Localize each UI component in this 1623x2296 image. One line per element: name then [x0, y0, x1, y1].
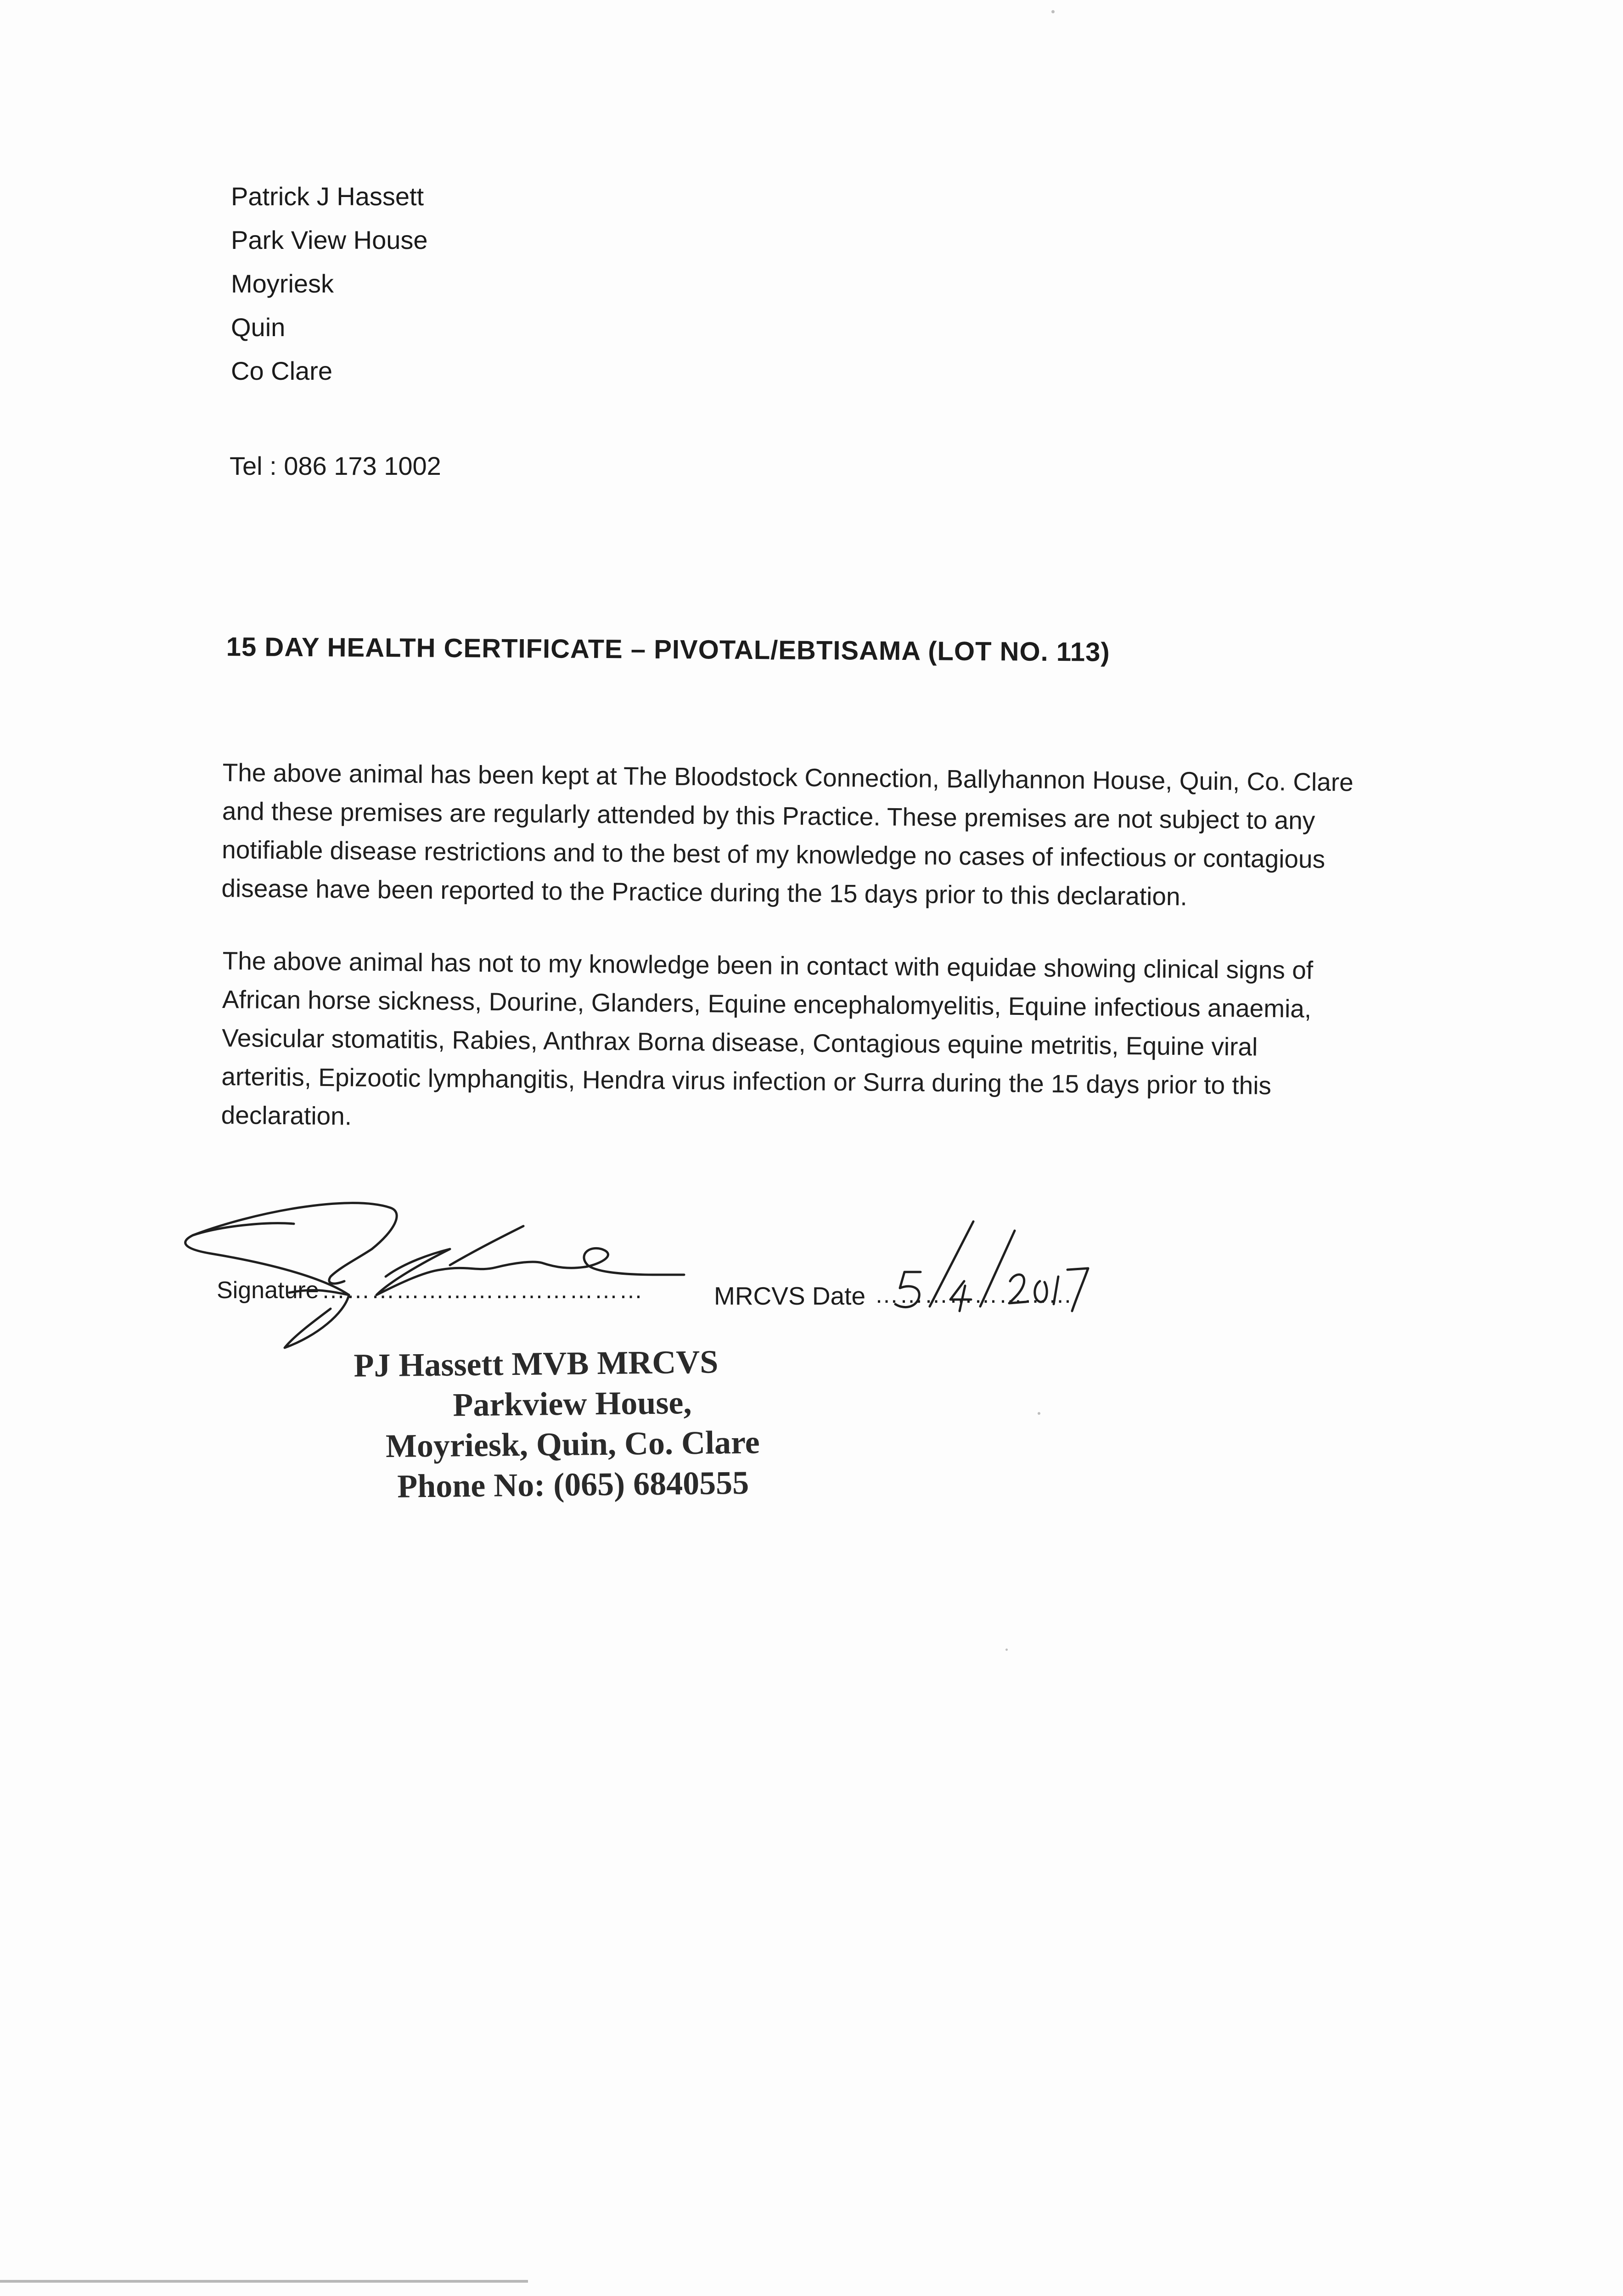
- stamp-line: Parkview House,: [452, 1384, 692, 1424]
- scan-speck: [1005, 1649, 1008, 1651]
- date-label: MRCVS Date: [714, 1282, 866, 1310]
- paragraph-line: declaration.: [221, 1100, 352, 1131]
- date-dotted-line: ……………………: [875, 1282, 1073, 1308]
- paragraph-line: notifiable disease restrictions and to the best of my knowledge no cases of infectious or contagious: [221, 835, 1325, 873]
- address-line: Moyriesk: [231, 269, 334, 298]
- handwritten-signature: [174, 1185, 702, 1359]
- paragraph-line: African horse sickness, Dourine, Glanders, Equine encephalomyelitis, Equine infectious anaemia,: [222, 985, 1312, 1023]
- scan-edge-line: [0, 2280, 528, 2283]
- paragraph-line: The above animal has been kept at The Bloodstock Connection, Ballyhannon House, Quin, Co. Clare: [222, 758, 1354, 797]
- paragraph-line: arteritis, Epizootic lymphangitis, Hendra virus infection or Surra during the 15 days prior to this: [221, 1062, 1272, 1100]
- handwritten-date: [886, 1212, 1116, 1318]
- sender-name: Patrick J Hassett: [231, 182, 424, 211]
- scan-speck: [1051, 10, 1055, 13]
- declaration-paragraph-diseases: [221, 941, 1444, 1145]
- paragraph-line: Vesicular stomatitis, Rabies, Anthrax Borna disease, Contagious equine metritis, Equine viral: [221, 1023, 1258, 1061]
- address-line: Park View House: [231, 225, 428, 254]
- sender-address-block: [231, 174, 428, 393]
- telephone-number: Tel : 086 173 1002: [230, 451, 441, 480]
- paragraph-line: disease have been reported to the Practice during the 15 days prior to this declaration.: [221, 873, 1188, 911]
- practice-stamp: [340, 1340, 805, 1507]
- signature-label: Signature: [217, 1277, 319, 1304]
- address-line: Co Clare: [231, 356, 332, 385]
- signature-dotted-line: …………………………………: [321, 1277, 644, 1304]
- stamp-line: Moyriesk, Quin, Co. Clare: [385, 1424, 760, 1464]
- certificate-title: 15 DAY HEALTH CERTIFICATE – PIVOTAL/EBTISAMA (LOT NO. 113): [226, 632, 1110, 667]
- address-line: Quin: [231, 313, 286, 342]
- paragraph-line: and these premises are regularly attended by this Practice. These premises are not subject to any: [222, 796, 1315, 835]
- paragraph-line: The above animal has not to my knowledge been in contact with equidae showing clinical signs of: [222, 946, 1314, 985]
- stamp-line: PJ Hassett MVB MRCVS: [354, 1343, 719, 1384]
- scan-speck: [1038, 1412, 1040, 1415]
- declaration-paragraph-premises: [221, 753, 1444, 918]
- stamp-line: Phone No: (065) 6840555: [397, 1464, 749, 1505]
